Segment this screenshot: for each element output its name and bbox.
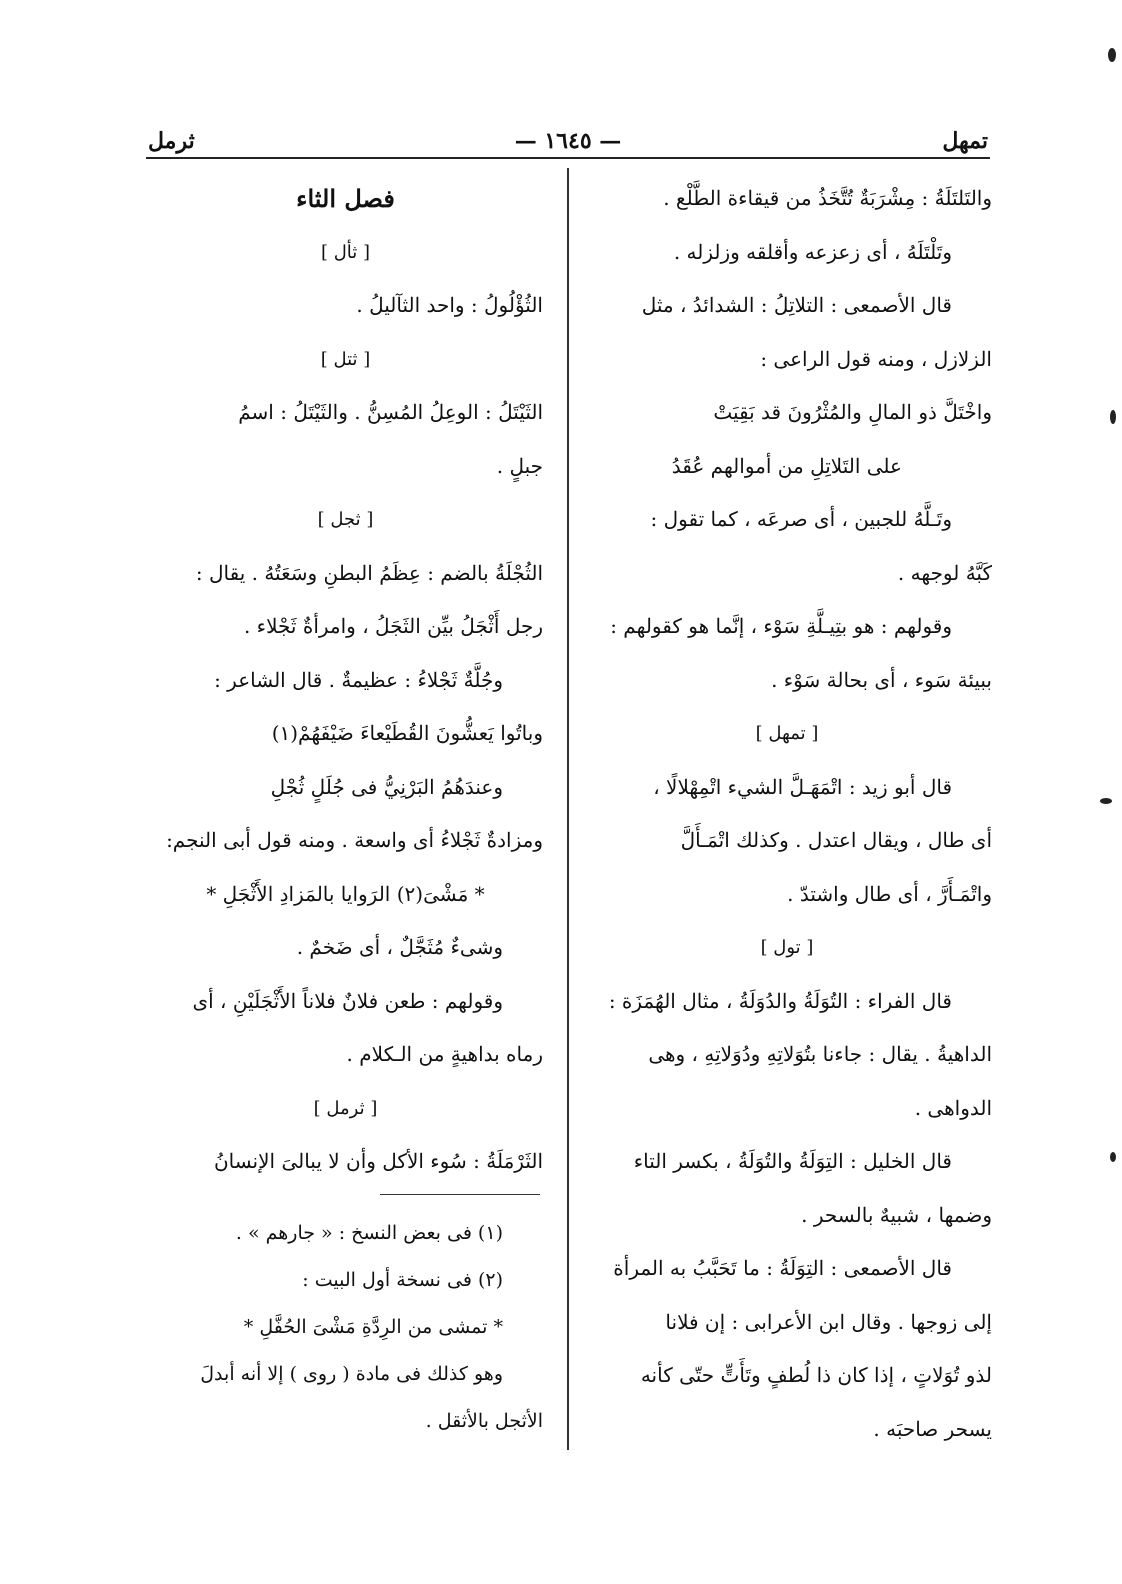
verse-line: وباتُوا يَعشُّونَ القُطَيْعاءَ ضَيْفَهُمْ(١) [271,721,543,745]
text-line: ببيئة سَوء ، أى بحالة سَوْء . [771,667,992,692]
scan-mark [1110,1152,1116,1162]
text-line: واتْمَـأَرَّ ، أى طال واشتدّ . [787,881,992,906]
column-divider [567,168,569,1450]
footnote: وهو كذلك فى مادة ( روى ) إلا أنه أبدلَ [200,1363,503,1385]
text-line: الدواهى . [914,1095,992,1120]
text-line: إلى زوجها . وقال ابن الأعرابى : إن فلانا [665,1309,992,1334]
text-line: رماه بداهيةٍ من الـكلام . [346,1042,543,1066]
verse-line: على التَلاتِلِ من أموالهم عُقَدُ [671,453,902,478]
text-line: لذو تُوَلاتٍ ، إذا كان ذا لُطفٍ وتَأَتٍّ حتّى كأنه [640,1363,992,1387]
root-heading: [ ثرمل ] [313,1097,378,1119]
section-heading: فصل الثاء [296,184,395,213]
text-line: قال أبو زيد : اتْمَهَـلَّ الشيء اتْمِهْلالًا ، [653,774,952,799]
text-line: أى طال ، ويقال اعتدل . وكذلك اتْمَـأَلَّ [680,828,992,852]
header-entry-word-left: ثرمل [148,128,195,154]
root-heading: [ تمهل ] [755,723,819,744]
text-line: وتَـلَّهُ للجبين ، أى صرعَه ، كما تقول : [650,507,952,531]
verse-line: وعندَهُمُ البَرْنِيُّ فى جُلَلٍ ثُجْلِ [270,774,503,799]
root-heading: [ ثأل ] [320,241,371,263]
text-line: الداهيةُ . يقال : جاءنا بتُوَلاتِهِ ودُوَلاتِهِ ، وهى [648,1042,992,1066]
footnote: الأثجل بالأثقل . [425,1410,543,1432]
header-entry-word-right: تمهل [942,128,988,154]
right-column [582,172,992,1456]
scan-mark [1108,48,1116,62]
root-heading: [ تول ] [760,937,814,958]
text-line: وقولهم : هو بتِيـلَّةِ سَوْء ، إنَّما هو كقولهم : [610,614,952,638]
text-line: قال الأصمعى : التِوَلَةُ : ما تَحَبَّبُ به المرأة [613,1256,952,1280]
text-line: الثُجْلَةُ بالضم : عِظَمُ البطنِ وسَعَتُهُ . يقال : [195,560,543,585]
text-line: وتَلْتَلَهُ ، أى زعزعه وأقلقه وزلزله . [673,239,952,264]
text-line: وشىءٌ مُثَجَّلٌ ، أى ضَخمٌ . [296,935,503,959]
text-line: وجُلَّةٌ ثَجْلاءُ : عظيمةٌ . قال الشاعر : [214,667,503,692]
text-line: الثُؤْلُولُ : واحد الثآليلُ . [356,293,543,317]
page-number: — ١٦٤٥ — [514,128,622,154]
text-line: جبلٍ . [496,453,543,478]
footnote: (١) فى بعض النسخ : « جارهم » . [235,1222,503,1244]
text-line: الثَيْتَلُ : الوعِلُ المُسِنُّ . والثَيْتَلُ : اسمُ [238,400,543,424]
verse-line: * مَشْىَ(٢) الرَوايا بالمَزادِ الأَثْجَلِ * [206,881,485,906]
header-rule [146,157,990,159]
left-column [148,172,543,1189]
text-line: وضمها ، شبيهٌ بالسحر . [801,1202,992,1227]
page-header [148,120,988,156]
text-line: ومزادةٌ ثَجْلاءُ أى واسعة . ومنه قول أبى النجم: [166,828,543,852]
text-line: وقولهم : طعن فلانٌ فلاناً الأَثْجَلَيْنِ ، أى [192,988,503,1013]
verse-line: واخْتَلَّ ذو المالِ والمُثْرُونَ قد بَقِيَتْ [713,400,992,424]
footnote-verse: * تمشى من الرِدَّةِ مَشْىَ الحُفَّلِ * [243,1316,503,1338]
scan-mark [1110,410,1116,424]
scan-mark [1100,798,1112,804]
text-line: رجل أَثْجَلُ بيِّن الثَجَلُ ، وامرأةٌ ثَجْلاء . [243,614,543,638]
text-line: الثَرْمَلَةُ : سُوء الأكل وأن لا يبالىَ الإنسانُ [213,1149,543,1173]
footnote: (٢) فى نسخة أول البيت : [302,1269,503,1291]
text-line: كَبَّهُ لوجهه . [897,560,992,585]
text-line: قال الفراء : التُوَلَةُ والدُوَلَةُ ، مثال الهُمَزَة : [608,988,952,1013]
text-line: قال الخليل : التِوَلَةُ والتُوَلَةُ ، بكسر التاء [633,1149,952,1173]
root-heading: [ ثتل ] [320,348,371,370]
root-heading: [ ثجل ] [317,509,374,530]
text-line: يسحر صاحبَه . [873,1416,992,1441]
text-line: والتَلتَلَةُ : مِشْرَبَةٌ تُتَّخَذُ من قيقاءة الطَّلْع . [663,186,992,210]
text-line: قال الأصمعى : التلاتِلُ : الشدائدُ ، مثل [641,293,952,317]
text-line: الزلازل ، ومنه قول الراعى : [760,346,992,371]
footnotes [148,1188,543,1445]
